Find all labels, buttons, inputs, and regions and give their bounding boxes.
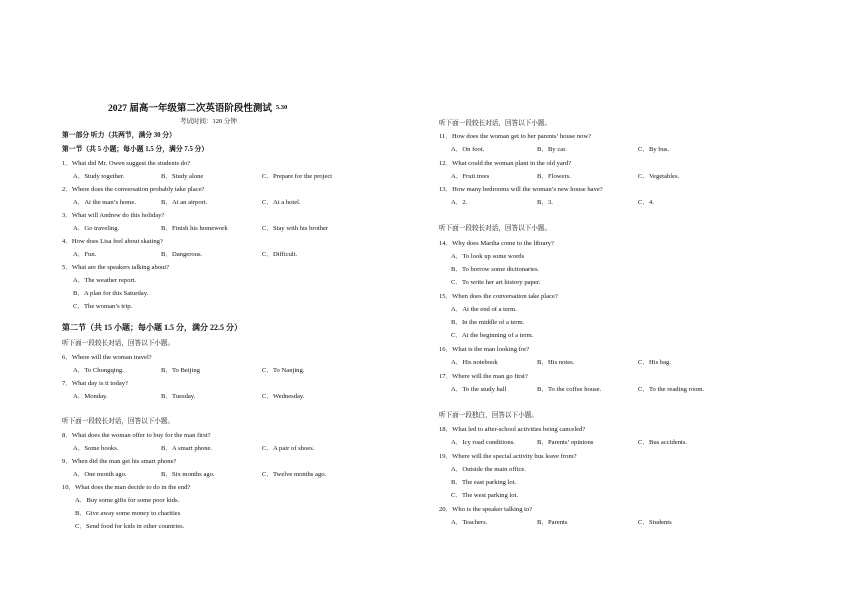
question-4: 4．How does Lisa feel about skating?	[62, 238, 163, 245]
question-16: 16．What is the man looking for?	[439, 346, 530, 353]
question-4-option-b[interactable]: B．Dangerous.	[161, 251, 203, 258]
question-10-option-c[interactable]: C．Send food for kids in other countries.	[75, 523, 185, 530]
question-7-option-a[interactable]: A．Monday.	[73, 393, 108, 400]
question-19: 19．Where will the special activity bus leave from?	[439, 453, 577, 460]
question-16-option-c[interactable]: C．His bag.	[638, 359, 671, 366]
question-17-option-b[interactable]: B．To the coffee house.	[537, 386, 602, 393]
part1-title: 第一部分 听力（共两节，满分 30 分）	[62, 132, 176, 139]
instruction-long-3: 听下面一段较长对话，回答以下小题。	[439, 120, 552, 127]
question-5: 5．What are the speakers talking about?	[62, 264, 170, 271]
question-14: 14．Why does Martha come to the library?	[439, 240, 554, 247]
question-12-option-b[interactable]: B．Flowers.	[537, 173, 571, 180]
question-7-option-b[interactable]: B．Tuesday.	[161, 393, 196, 400]
page-title	[108, 100, 287, 114]
instruction-long-2: 听下面一段较长对话，回答以下小题。	[62, 418, 175, 425]
question-11: 11．How does the woman get to her parents’ house now?	[439, 133, 592, 140]
question-15: 15．When does the conversation take place?	[439, 293, 558, 300]
question-17-option-c[interactable]: C．To the reading room.	[638, 386, 705, 393]
question-11-option-b[interactable]: B．By car.	[537, 146, 567, 153]
question-8: 8．What does the woman offer to buy for the man first?	[62, 432, 211, 439]
question-13-option-a[interactable]: A．2.	[451, 199, 468, 206]
section1-title: 第一节（共 5 小题；每小题 1.5 分，满分 7.5 分）	[62, 146, 209, 153]
question-20-option-a[interactable]: A．Teachers.	[451, 519, 488, 526]
question-5-option-c[interactable]: C．The woman’s trip.	[73, 303, 133, 310]
question-12: 12．What could the woman plant in the old yard?	[439, 160, 572, 167]
question-15-option-a[interactable]: A．At the end of a term.	[451, 306, 517, 313]
question-19-option-a[interactable]: A．Outside the main office.	[451, 466, 526, 473]
question-11-option-c[interactable]: C．By bus.	[638, 146, 670, 153]
title-date: 5.30	[275, 104, 288, 111]
question-2-option-b[interactable]: B．At an airport.	[161, 199, 208, 206]
question-13: 13．How many bedrooms will the woman’s new house have?	[439, 186, 603, 193]
question-10-option-a[interactable]: A．Buy some gifts for some poor kids.	[75, 497, 180, 504]
title-text: 2027 届高一年级第二次英语阶段性测试	[108, 104, 272, 114]
question-15-option-c[interactable]: C．At the beginning of a term.	[451, 332, 534, 339]
question-6: 6．Where will the woman travel?	[62, 354, 152, 361]
question-1: 1．What did Mr. Owen suggest the students do?	[62, 160, 191, 167]
instruction-monologue: 听下面一段独白，回答以下小题。	[439, 412, 538, 419]
question-19-option-c[interactable]: C．The west parking lot.	[451, 492, 519, 499]
question-18: 18．What led to after-school activities being canceled?	[439, 426, 586, 433]
question-17: 17．Where will the man go first?	[439, 373, 528, 380]
question-2-option-c[interactable]: C．At a hotel.	[262, 199, 301, 206]
question-17-option-a[interactable]: A．To the study hall	[451, 386, 507, 393]
question-7-option-c[interactable]: C．Wednesday.	[262, 393, 305, 400]
question-20-option-c[interactable]: C．Students	[638, 519, 672, 526]
question-2: 2．Where does the conversation probably take place?	[62, 186, 205, 193]
question-14-option-a[interactable]: A．To look up some words	[451, 253, 525, 260]
question-3-option-a[interactable]: A．Go traveling.	[73, 225, 120, 232]
question-16-option-a[interactable]: A．His notebook	[451, 359, 498, 366]
question-6-option-a[interactable]: A．To Chongqing.	[73, 367, 124, 374]
question-6-option-c[interactable]: C．To Nanjing.	[262, 367, 305, 374]
question-3: 3．What will Andrew do this holiday?	[62, 212, 165, 219]
question-4-option-a[interactable]: A．Fun.	[73, 251, 97, 258]
question-13-option-c[interactable]: C．4.	[638, 199, 654, 206]
question-12-option-a[interactable]: A．Fruit trees	[451, 173, 490, 180]
question-20: 20．Who is the speaker talking to?	[439, 506, 533, 513]
question-18-option-a[interactable]: A．Icy road conditions.	[451, 439, 515, 446]
question-8-option-c[interactable]: C．A pair of shoes.	[262, 445, 315, 452]
question-1-option-c[interactable]: C．Prepare for the project	[262, 173, 333, 180]
question-1-option-a[interactable]: A．Study together.	[73, 173, 125, 180]
instruction-long-1: 听下面一段较长对话，回答以下小题。	[62, 340, 175, 347]
question-2-option-a[interactable]: A．At the man’s home.	[73, 199, 136, 206]
question-3-option-c[interactable]: C．Stay with his brother	[262, 225, 329, 232]
section2-title: 第二节（共 15 小题；每小题 1.5 分，满分 22.5 分）	[62, 323, 242, 332]
question-13-option-b[interactable]: B．3.	[537, 199, 553, 206]
question-20-option-b[interactable]: B．Parents	[537, 519, 568, 526]
question-18-option-b[interactable]: B．Parents’ opinions	[537, 439, 594, 446]
question-5-option-b[interactable]: B．A plan for this Saturday.	[73, 290, 149, 297]
question-14-option-b[interactable]: B．To borrow some dictionaries.	[451, 266, 540, 273]
question-10: 10．What does the man decide to do in the end?	[62, 484, 191, 491]
question-6-option-b[interactable]: B．To Beijing	[161, 367, 200, 374]
question-10-option-b[interactable]: B．Give away some money to charities	[75, 510, 181, 517]
question-5-option-a[interactable]: A．The weather report.	[73, 277, 137, 284]
question-1-option-b[interactable]: B．Study alone	[161, 173, 204, 180]
question-18-option-c[interactable]: C．Bus accidents.	[638, 439, 688, 446]
exam-time: 考试时间：120 分钟	[180, 118, 237, 125]
question-9-option-c[interactable]: C．Twelve months ago.	[262, 471, 327, 478]
question-14-option-c[interactable]: C．To write her art history paper.	[451, 279, 541, 286]
question-16-option-b[interactable]: B．His notes.	[537, 359, 575, 366]
question-11-option-a[interactable]: A．On foot.	[451, 146, 485, 153]
question-4-option-c[interactable]: C．Difficult.	[262, 251, 298, 258]
question-9-option-b[interactable]: B．Six months ago.	[161, 471, 215, 478]
question-7: 7．What day is it today?	[62, 380, 128, 387]
question-12-option-c[interactable]: C．Vegetables.	[638, 173, 680, 180]
question-9-option-a[interactable]: A．One month ago.	[73, 471, 127, 478]
question-9: 9．When did the man get his smart phone?	[62, 458, 177, 465]
question-15-option-b[interactable]: B．In the middle of a term.	[451, 319, 525, 326]
question-3-option-b[interactable]: B．Finish his homework	[161, 225, 228, 232]
question-19-option-b[interactable]: B．The east parking lot.	[451, 479, 517, 486]
instruction-long-4: 听下面一段较长对话，回答以下小题。	[439, 225, 552, 232]
question-8-option-a[interactable]: A．Some books.	[73, 445, 119, 452]
question-8-option-b[interactable]: B．A smart phone.	[161, 445, 213, 452]
